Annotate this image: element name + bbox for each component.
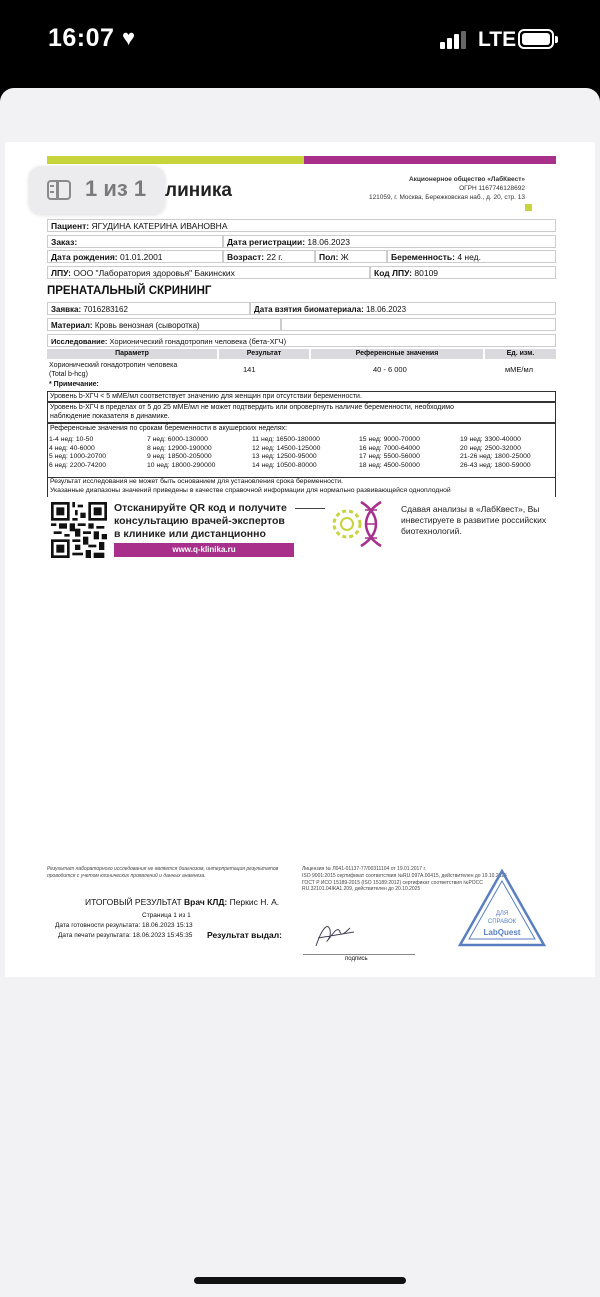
heart-icon: ♥ bbox=[122, 25, 136, 50]
clinic-website-link[interactable]: www.q-klinika.ru bbox=[114, 543, 294, 557]
material-row-empty bbox=[281, 318, 556, 331]
clinic-logo-text: линика bbox=[165, 180, 232, 201]
promo-right-text: Сдавая анализы в «ЛабКвест», Вы инвестируете в развитие российских биотехнологий. bbox=[401, 504, 547, 536]
results-table-header bbox=[47, 349, 556, 359]
promo-text: Отсканируйте QR код и получите консультацию врачей-экспертов в клинике или дистанционно bbox=[114, 502, 287, 540]
birth-date-row: Дата рождения: 01.01.2001 bbox=[47, 250, 223, 263]
lpu-row: ЛПУ: ООО "Лаборатория здоровья" Бакинских bbox=[47, 266, 370, 279]
col-unit: Ед. изм. bbox=[485, 349, 556, 359]
col-reference: Референсные значения bbox=[311, 349, 483, 359]
reg-date-row: Дата регистрации: 18.06.2023 bbox=[223, 235, 556, 248]
signal-icon bbox=[440, 31, 466, 49]
signature bbox=[310, 918, 360, 950]
lime-square bbox=[525, 204, 532, 211]
labquest-stamp bbox=[457, 868, 547, 948]
request-row: Заявка: 7016283162 bbox=[47, 302, 250, 315]
print-date: Дата печати результата: 18.06.2023 15:45:35 bbox=[58, 932, 193, 939]
lpu-code-row: Код ЛПУ: 80109 bbox=[370, 266, 556, 279]
age-row: Возраст: 22 г. bbox=[223, 250, 315, 263]
material-row: Материал: Кровь венозная (сыворотка) bbox=[47, 318, 281, 331]
footer-disclaimer: Результат лабораторного исследования не является диагнозом, интерпретация результатов проводится с учетом клинических проявлений и данных анамнеза. bbox=[47, 866, 279, 879]
signature-line bbox=[303, 954, 415, 955]
note-box-2: Уровень b-ХГЧ в пределах от 5 до 25 мМЕ/мл не может подтвердить или опровергнуть наличие беременности, необходимо наблюдение показателя в динамике. bbox=[47, 402, 556, 423]
unit-value: мМЕ/мл bbox=[505, 365, 534, 374]
brand-bar-lime bbox=[47, 156, 304, 164]
signature-caption: подпись bbox=[345, 956, 368, 962]
lab-report-page: линика Акционерное общество «ЛабКвест» ОГРН 1167746128692 121059, г. Москва, Бережковская наб., д. 20, стр. 13 Пациент: ЯГУДИНА КАТЕРИНА ИВАНОВНА Заказ: Дата регистрации: 18.06.2023 Дата рождения: 01.01.2001 Возраст: 22 г. Пол: Ж Беременность: 4 нед. ЛПУ: ООО "Лаборатория здоровья" Бакинских Код ЛПУ: 80109 ПРЕНАТАЛЬНЫЙ СКРИНИНГ Заявка: 7016283162 Дата взятия биоматериала: 18.06.2023 Материал: Кровь венозная (сыворотка) Исследование: Хорионический гонадотропин человека (бета-ХГЧ) Параметр Результат Референсные значения Ед. изм. Хорионический гонадотропин человека (Total b-hcg) 141 40 - 6 000 мМЕ/мл * Примечание: Уровень b-ХГЧ < 5 мМЕ/мл соответствует значению для женщин при отсутствии беременности. Уровень b-ХГЧ в пределах от 5 до 25 мМЕ/мл не может подтвердить или опровергнуть наличие беременности, необходимо наблюдение показателя в динамике. Референсные значения по срокам беременности в акушерских неделях: 1-4 нед: 10-50 7 нед: 6000-130000 11 нед: 16500-180000 15 нед: 9000-70000 19 нед: 3300-40000 4 нед: 40-6000 8 нед: 12900-190000 12 нед: 14500-125000 16 нед: 7000-64000 20 нед: 2500-32000 5 нед: 1000-20700 9 нед: 18500-205000 13 нед: 12500-95000 17 нед: 5500-56000 21-26 нед: 1800-25000 6 нед: 2200-74200 10 нед: 18000-290000 14 нед: 10500-80000 18 нед: 4500-50000 26-43 нед: 1800-59000 Результат исследования не может быть основанием для установления срока беременности. Указанные диапазоны значений приведены в качестве справочной информации для нормально развивающейся одноплодной Отсканируйте QR код и получите консультацию врачей-экспертов в клинике или дистанционно www.q-klinika.ru Сдавая анализы в «ЛабКвест», Вы инвестируете в развитие российских биотехнологий. Результат лабораторного исследования не является диагнозом, интерпретация результатов проводится с учетом клинических проявлений и данных анамнеза. Лицензия № Л041-01137-77/00311104 от 19.01.2017 г. ISO 9001:2015 сертификат соответствия №RU.097А.00415, действителен до 19.10.2025 ГОСТ Р ИСО 15189-2015 (ISO 15189:2012) сертификат соответствия №РОСС RU.32101.04ЖА1.209, действителен до 20.10.2025 ИТОГОВЫЙ РЕЗУЛЬТАТ Врач КЛД: Перкис Н. А. Страница 1 из 1 Дата готовности результата: 18.06.2023 15:13 Дата печати результата: 18.06.2023 15:45:35 Результат выдал: подпись ДЛЯ СПРАВОК LabQuest bbox=[5, 142, 595, 977]
page-indicator[interactable] bbox=[29, 166, 165, 214]
param-code: (Total b-hcg) bbox=[49, 371, 88, 378]
section-title: ПРЕНАТАЛЬНЫЙ СКРИНИНГ bbox=[47, 285, 212, 297]
svg-text:СПРАВОК: СПРАВОК bbox=[487, 919, 517, 925]
svg-text:ДЛЯ: ДЛЯ bbox=[495, 911, 509, 917]
promo-divider bbox=[295, 508, 325, 509]
param-name: Хорионический гонадотропин человека bbox=[49, 362, 178, 369]
status-bar bbox=[0, 0, 600, 75]
col-param: Параметр bbox=[47, 349, 217, 359]
brand-bar-magenta bbox=[304, 156, 556, 164]
sidebar-icon[interactable] bbox=[47, 180, 71, 200]
ready-date: Дата готовности результата: 18.06.2023 15:13 bbox=[55, 922, 193, 929]
pregnancy-row: Беременность: 4 нед. bbox=[387, 250, 556, 263]
page-indicator-text: 1 из 1 bbox=[85, 176, 147, 201]
ref-box: Референсные значения по срокам беременности в акушерских неделях: bbox=[47, 423, 556, 477]
note-label: * Примечание: bbox=[49, 381, 99, 388]
svg-text:LabQuest: LabQuest bbox=[483, 928, 521, 937]
patient-row: Пациент: ЯГУДИНА КАТЕРИНА ИВАНОВНА bbox=[47, 219, 556, 232]
final-result-line: ИТОГОВЫЙ РЕЗУЛЬТАТ Врач КЛД: Перкис Н. А. bbox=[85, 897, 280, 907]
note-box-1: Уровень b-ХГЧ < 5 мМЕ/мл соответствует значению для женщин при отсутствии беременности. bbox=[47, 391, 556, 402]
network-type: LTE bbox=[478, 28, 517, 51]
sample-date-row: Дата взятия биоматериала: 18.06.2023 bbox=[250, 302, 556, 315]
issued-label: Результат выдал: bbox=[207, 930, 282, 940]
qr-code[interactable] bbox=[51, 502, 107, 558]
study-row: Исследование: Хорионический гонадотропин человека (бета-ХГЧ) bbox=[47, 334, 556, 347]
result-value: 141 bbox=[243, 365, 256, 374]
sex-row: Пол: Ж bbox=[315, 250, 387, 263]
company-info: Акционерное общество «ЛабКвест» ОГРН 1167746128692 121059, г. Москва, Бережковская наб., д. 20, стр. 13 bbox=[368, 176, 525, 201]
col-result: Результат bbox=[219, 349, 309, 359]
order-row: Заказ: bbox=[47, 235, 223, 248]
disclaimer-box: Результат исследования не может быть основанием для установления срока беременности. Указанные диапазоны значений приведены в качестве справочной информации для нормально развивающейся одноплодной bbox=[47, 477, 556, 497]
licenses: Лицензия № Л041-01137-77/00311104 от 19.01.2017 г. ISO 9001:2015 сертификат соответствия №RU.097А.00415, действителен до 19.10.2025 ГОСТ Р ИСО 15189-2015 (ISO 15189:2012) сертификат соответствия №РОСС RU.32101.04ЖА1.209, действителен до 20.10.2025 bbox=[302, 866, 507, 893]
reference-value: 40 - 6 000 bbox=[373, 365, 407, 374]
battery-icon bbox=[518, 29, 554, 49]
dna-gear-icon bbox=[327, 500, 393, 548]
home-indicator[interactable] bbox=[194, 1277, 406, 1284]
page-number: Страница 1 из 1 bbox=[142, 912, 191, 919]
status-time: 16:07 bbox=[48, 24, 115, 52]
